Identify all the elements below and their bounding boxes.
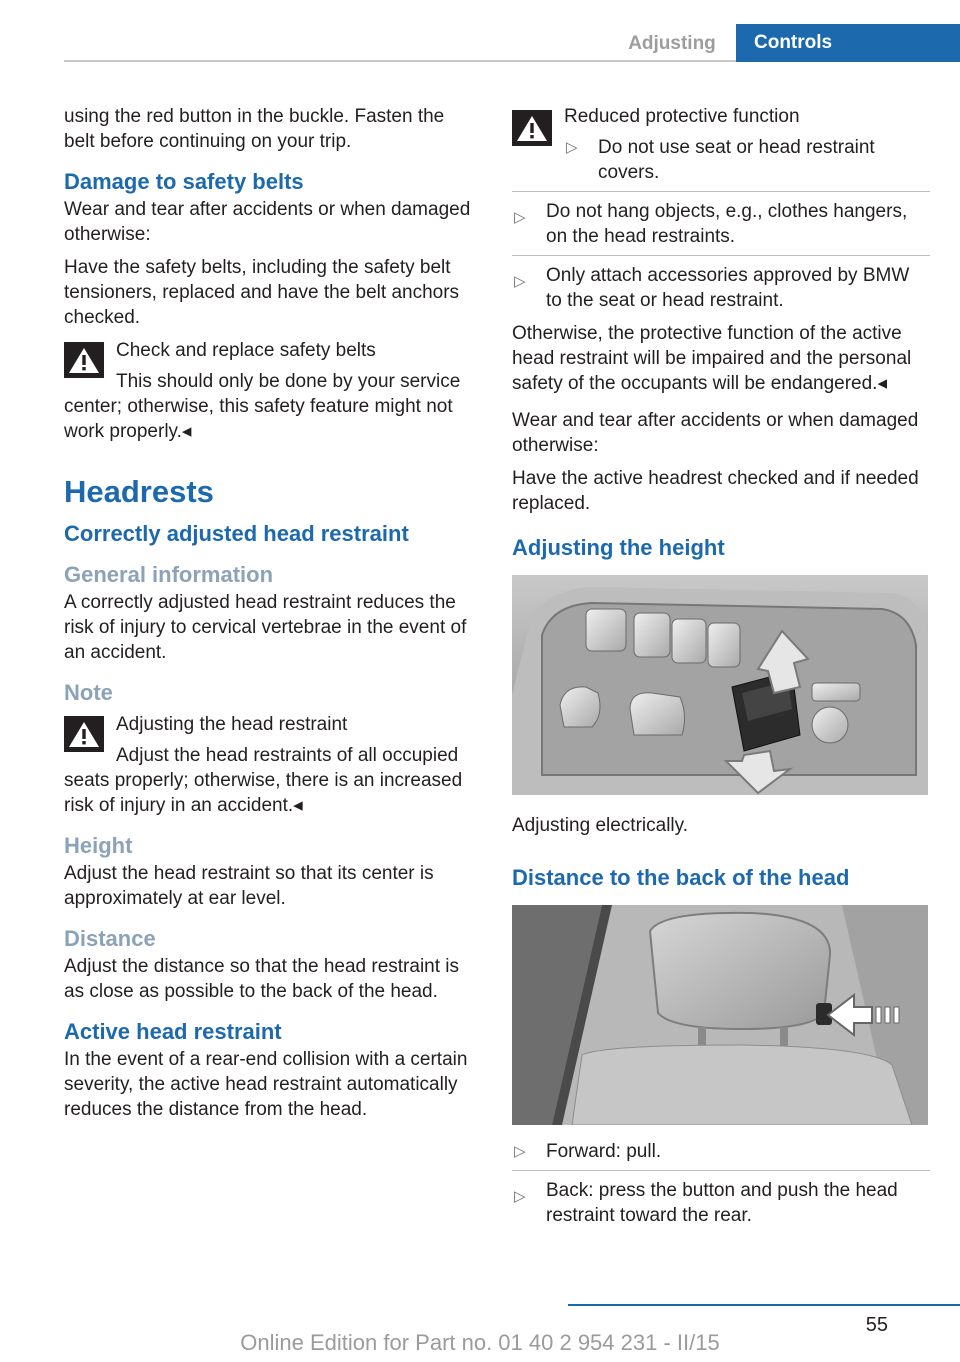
damage-paragraph-2: Have the safety belts, including the safety belt tensioners, replaced and have the belt anchors checked. — [64, 257, 460, 328]
general-paragraph: A correctly adjusted head restraint reduces the risk of injury to cervical vertebrae in the event of an accident. — [64, 592, 467, 663]
active-paragraph: In the event of a rear-end collision with a certain severity, the active head restraint automatically reduces the distance from the head. — [64, 1049, 468, 1120]
warning-list — [564, 135, 930, 185]
list-divider — [512, 255, 930, 256]
list-item: ▷ Only attach accessories approved by BMW to the seat or head restraint. — [512, 255, 930, 313]
left-column — [64, 104, 480, 1130]
damage-paragraph-1: Wear and tear after accidents or when damaged otherwise: — [64, 199, 471, 245]
damage-heading: Damage to safety belts — [64, 169, 304, 194]
warning-body: This should only be done by your service center; otherwise, this safety feature might not work properly.◂ — [64, 371, 461, 442]
distance-back-heading: Distance to the back of the head — [512, 865, 850, 890]
header-chapter-tab: Controls — [736, 24, 960, 62]
page-number: 55 — [865, 1314, 888, 1336]
list-item: ▷ Back: press the button and push the head restraint toward the rear. — [512, 1170, 930, 1228]
warning-title: Reduced protective function — [564, 106, 800, 127]
seat-controls-photo — [512, 575, 928, 795]
list-item: ▷ Do not use seat or head restraint covers. — [566, 137, 875, 183]
triangle-bullet-icon: ▷ — [514, 1188, 526, 1205]
restraint-list — [512, 191, 930, 313]
active-heading: Active head restraint — [64, 1019, 282, 1044]
warning-title: Check and replace safety belts — [116, 340, 376, 361]
triangle-bullet-icon: ▷ — [514, 1143, 526, 1160]
headrest-photo — [512, 905, 928, 1125]
warning-triangle-icon — [64, 716, 104, 752]
height-paragraph: Adjust the head restraint so that its center is approximately at ear level. — [64, 863, 434, 909]
correct-heading: Correctly adjusted head restraint — [64, 521, 409, 546]
triangle-bullet-icon: ▷ — [566, 139, 578, 156]
header-section: Adjusting — [628, 33, 716, 54]
edition-label: Online Edition for Part no. 01 40 2 954 231 - II/15 — [240, 1330, 720, 1355]
list-divider — [512, 1170, 930, 1171]
warning-triangle-icon — [512, 110, 552, 146]
photo-caption: Adjusting electrically. — [512, 815, 689, 836]
list-item: ▷ Forward: pull. — [514, 1141, 662, 1162]
headrests-heading: Headrests — [64, 474, 214, 509]
intro-paragraph: using the red button in the buckle. Fasten the belt before continuing on your trip. — [64, 106, 445, 152]
general-heading: General information — [64, 562, 274, 587]
warning-body: Adjust the head restraints of all occupied seats properly; otherwise, there is an increased risk of injury in an accident.◂ — [64, 745, 463, 816]
warning-triangle-icon — [64, 342, 104, 378]
note-heading: Note — [64, 680, 113, 705]
distance-paragraph: Adjust the distance so that the head restraint is as close as possible to the back of the head. — [64, 956, 460, 1002]
adjust-height-heading: Adjusting the height — [512, 535, 725, 560]
otherwise-paragraph: Otherwise, the protective function of the active head restraint will be impaired and the personal safety of the occupants will be endangered.◂ — [512, 323, 912, 394]
list-item: ▷ Do not hang objects, e.g., clothes hangers, on the head restraints. — [512, 191, 930, 249]
right-column — [512, 104, 930, 1228]
triangle-bullet-icon: ▷ — [514, 273, 526, 290]
distance-heading: Distance — [64, 926, 156, 951]
warning-adjust-restraint — [64, 712, 480, 818]
height-heading: Height — [64, 833, 133, 858]
warning-reduced-protection — [512, 104, 930, 185]
warning-check-belts — [64, 338, 480, 444]
warning-title: Adjusting the head restraint — [116, 714, 348, 735]
triangle-bullet-icon: ▷ — [514, 209, 526, 226]
wear-paragraph-2: Have the active headrest checked and if needed replaced. — [512, 468, 919, 514]
wear-paragraph-1: Wear and tear after accidents or when damaged otherwise: — [512, 410, 919, 456]
footer-rule — [568, 1304, 960, 1306]
distance-list — [512, 1139, 930, 1228]
list-divider — [512, 191, 930, 192]
